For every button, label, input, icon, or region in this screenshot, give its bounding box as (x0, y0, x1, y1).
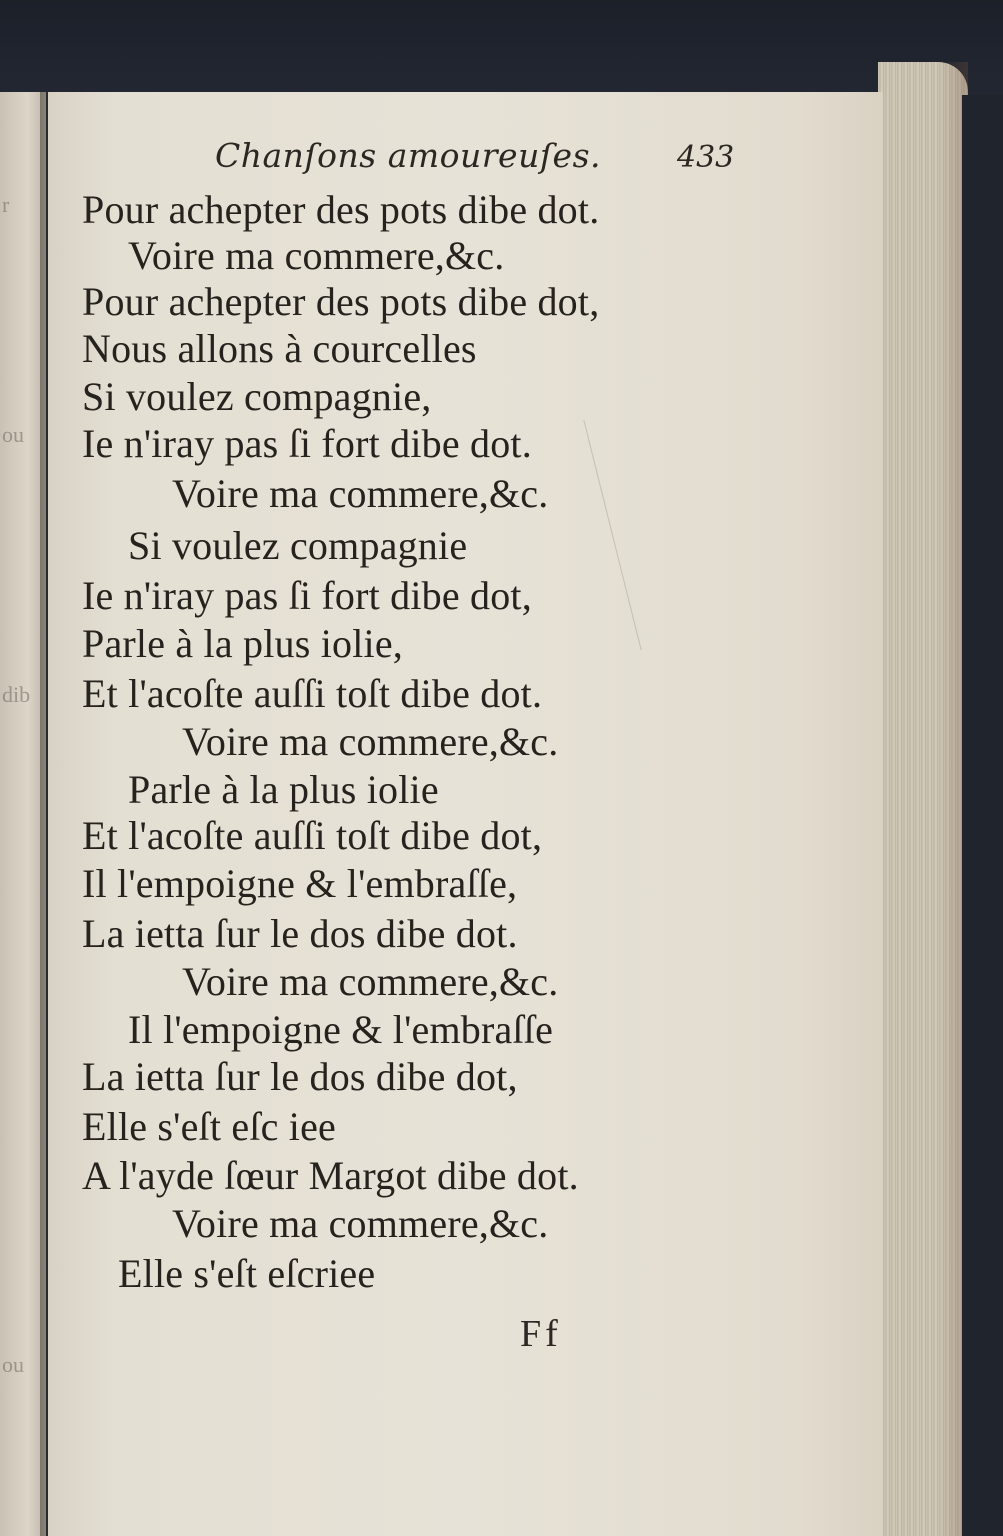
verse-refrain: Voire ma commere,&c. (182, 959, 559, 1004)
verse-refrain: Voire ma commere,&c. (128, 233, 505, 278)
background-cloth-right (962, 95, 1003, 1536)
verse-line: Elle s'eſt eſc iee (82, 1104, 337, 1149)
signature-mark: Ff (520, 1313, 562, 1355)
verse-line: Nous allons à courcelles (82, 326, 477, 371)
verse-refrain: Voire ma commere,&c. (182, 719, 559, 764)
verse-refrain: Voire ma commere,&c. (172, 471, 549, 516)
verse-line: Ie n'iray pas ſi fort dibe dot, (82, 573, 532, 618)
verse-line: Si voulez compagnie, (82, 374, 432, 419)
verse-refrain: Voire ma commere,&c. (172, 1201, 549, 1246)
verse-line: Ie n'iray pas ſi fort dibe dot. (82, 421, 532, 466)
verse-line: Pour achepter des pots dibe dot, (82, 279, 600, 324)
verse-line: A l'ayde ſœur Margot dibe dot. (82, 1153, 579, 1198)
background-cloth (0, 0, 1003, 95)
page-edges (878, 62, 968, 1536)
verse-line: La ietta ſur le dos dibe dot, (82, 1054, 518, 1099)
verse-line: Et l'acoſte auſſi toſt dibe dot. (82, 671, 543, 716)
verse-line: Parle à la plus iolie (128, 767, 439, 812)
verse-line: Il l'empoigne & l'embraſſe, (82, 861, 518, 906)
verse-line: Il l'empoigne & l'embraſſe (128, 1007, 554, 1052)
page-header (215, 136, 775, 188)
running-head: Chanſons amoureuſes. (215, 136, 602, 175)
verse-line: Elle s'eſt eſcriee (118, 1251, 376, 1296)
verse-line: Si voulez compagnie (128, 523, 468, 568)
verse-line: Pour achepter des pots dibe dot. (82, 187, 600, 232)
previous-page-edge: r ou dib ou (0, 92, 46, 1536)
verse-line: Et l'acoſte auſſi toſt dibe dot, (82, 813, 543, 858)
verse-line: La ietta ſur le dos dibe dot. (82, 911, 518, 956)
page-number: 433 (677, 140, 735, 175)
verse-line: Parle à la plus iolie, (82, 621, 403, 666)
